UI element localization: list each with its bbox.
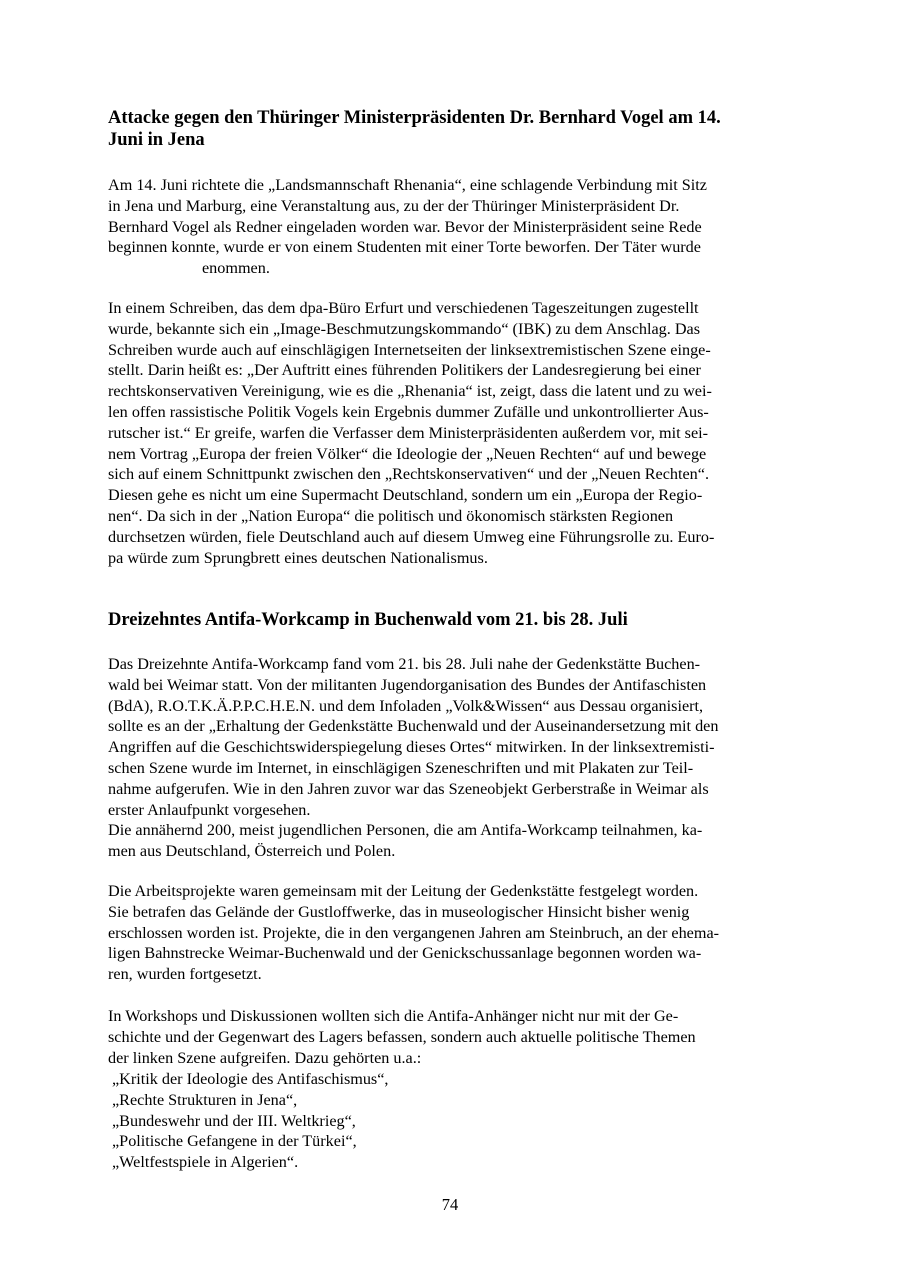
paragraph-workcamp-intro: Das Dreizehnte Antifa-Workcamp fand vom 21. bis 28. Juli nahe der Gedenkstätte Buchen- wald bei Weimar statt. Von der militanten Jugendorganisation des Bundes der Antifaschisten (BdA), R.O.T.K.Ä.P.P.C.H.E.N. und dem Infoladen „Volk&Wissen“ aus Dessau organisiert, sollte es an der „Erhaltung der Gedenkstätte Buchenwald und der Auseinandersetzung mit den Angriffen auf die Geschichtswiderspiegelung dieses Ortes“ mitwirken. In der linksextremisti- schen Szene wurde im Internet, in einschlägigen Szeneschriften und mit Plakaten zur Teil- nahme aufgerufen. Wie in den Jahren zuvor war das Szeneobjekt Gerberstraße in Weimar als erster Anlaufpunkt vorgesehen. Die annähernd 200, meist jugendlichen Personen, die am Antifa-Workcamp teilnahmen, ka- men aus Deutschland, Österreich und Polen. [108, 655, 719, 861]
list-item: „Politische Gefangene in der Türkei“, [112, 1132, 357, 1151]
paragraph-vogel-event: Am 14. Juni richtete die „Landsmannschaft Rhenania“, eine schlagende Verbindung mit Sitz in Jena und Marburg, eine Veranstaltung aus, zu der der Thüringer Ministerpräsident Dr. Bernhard Vogel als Redner eingeladen worden war. Bevor der Ministerpräsident seine Rede beginnen konnte, wurde er von einem Studenten mit einer Torte beworfen. Der Täter wurde enommen. [108, 176, 707, 278]
paragraph-work-projects: Die Arbeitsprojekte waren gemeinsam mit der Leitung der Gedenkstätte festgelegt worden. Sie betrafen das Gelände der Gustloffwerke, das in museologischer Hinsicht bisher wenig erschlossen worden ist. Projekte, die in den vergangenen Jahren am Steinbruch, an der ehema- ligen Bahnstrecke Weimar-Buchenwald und der Genickschussanlage begonnen worden wa- ren, wurden fortgesetzt. [108, 882, 720, 984]
list-item: „Weltfestspiele in Algerien“. [112, 1153, 299, 1172]
list-item: „Rechte Strukturen in Jena“, [112, 1090, 298, 1109]
page-number: 74 [441, 1195, 459, 1214]
paragraph-workshops: In Workshops und Diskussionen wollten sich die Antifa-Anhänger nicht nur mit der Ge- schichte und der Gegenwart des Lagers befassen, sondern auch aktuelle politische Themen der linken Szene aufgreifen. Dazu gehörten u.a.: [108, 1007, 696, 1067]
workshop-topics-list [112, 1069, 388, 1173]
section-heading-vogel-attack: Attacke gegen den Thüringer Ministerpräsidenten Dr. Bernhard Vogel am 14. Juni in Jena [108, 108, 721, 150]
list-item: „Kritik der Ideologie des Antifaschismus“, [112, 1070, 389, 1088]
paragraph-ibk-letter: In einem Schreiben, das dem dpa-Büro Erfurt und verschiedenen Tageszeitungen zugestellt wurde, bekannte sich ein „Image-Beschmutzungskommando“ (IBK) zu dem Anschlag. Das Schreiben wurde auch auf einschlägigen Internetseiten der linksextremistischen Szene einge- stellt. Darin heißt es: „Der Auftritt eines führenden Politikers der Landesregierung bei einer rechtskonservativen Vereinigung, wie es die „Rhenania“ ist, zeigt, dass die latent und zu wei- len offen rassistische Politik Vogels kein Ergebnis dummer Zufälle und unkontrollierter Aus- rutscher ist.“ Er greife, warfen die Verfasser dem Ministerpräsidenten außerdem vor, mit sei- nem Vortrag „Europa der freien Völker“ die Ideologie der „Neuen Rechten“ auf und bewege sich auf einem Schnittpunkt zwischen den „Rechtskonservativen“ und der „Neuen Rechten“. Diesen gehe es nicht um eine Supermacht Deutschland, sondern um ein „Europa der Regio- nen“. Da sich in der „Nation Europa“ die politisch und ökonomisch stärksten Regionen durchsetzen würden, fiele Deutschland auch auf diesem Umweg eine Führungsrolle zu. Euro- pa würde zum Sprungbrett eines deutschen Nationalismus. [108, 299, 715, 567]
section-heading-workcamp: Dreizehntes Antifa-Workcamp in Buchenwald vom 21. bis 28. Juli [108, 610, 628, 630]
list-item: „Bundeswehr und der III. Weltkrieg“, [112, 1111, 356, 1130]
